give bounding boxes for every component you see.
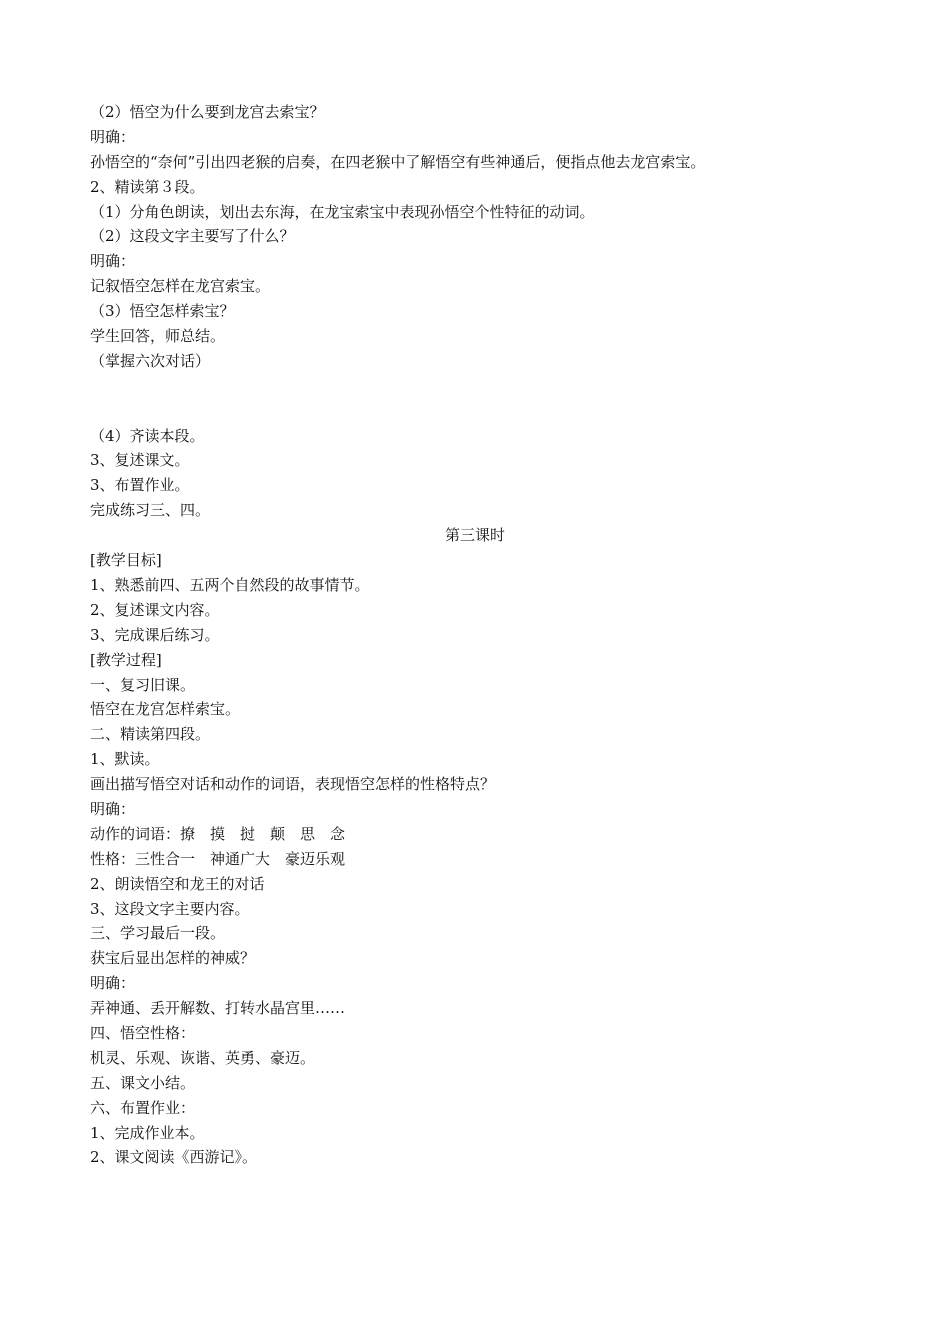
text-line: 四、悟空性格：	[90, 1023, 196, 1042]
text-line: 孙悟空的“奈何”引出四老猴的启奏，在四老猴中了解悟空有些神通后，便指点他去龙宫索宝。	[90, 152, 706, 171]
text-line: 2、课文阅读《西游记》。	[90, 1148, 258, 1167]
text-line: 一、复习旧课。	[90, 675, 196, 694]
blank-space	[90, 374, 860, 424]
text-line: （2）这段文字主要写了什么？	[90, 227, 295, 246]
text-line: 1、完成作业本。	[90, 1123, 205, 1142]
text-line: 获宝后显出怎样的神威？	[90, 949, 256, 968]
text-line: [教学目标]	[90, 551, 162, 570]
text-line: 二、精读第四段。	[90, 725, 211, 744]
text-line: （掌握六次对话）	[90, 351, 211, 370]
text-line: 2、复述课文内容。	[90, 600, 220, 619]
text-line: 弄神通、丢开解数、打转水晶宫里……	[90, 999, 346, 1018]
text-line: 3、布置作业。	[90, 476, 190, 495]
text-line: 机灵、乐观、诙谐、英勇、豪迈。	[90, 1048, 316, 1067]
text-line: 五、课文小结。	[90, 1073, 196, 1092]
text-line: 3、复述课文。	[90, 451, 190, 470]
text-line: 记叙悟空怎样在龙宫索宝。	[90, 277, 271, 296]
text-line: 2、朗读悟空和龙王的对话	[90, 874, 265, 893]
text-line: （1）分角色朗读，划出去东海，在龙宝索宝中表现孙悟空个性特征的动词。	[90, 202, 595, 221]
text-line: （3）悟空怎样索宝？	[90, 302, 235, 321]
text-line: 1、默读。	[90, 750, 160, 769]
text-line: 性格：三性合一 神通广大 豪迈乐观	[90, 849, 346, 868]
text-line: 3、这段文字主要内容。	[90, 899, 250, 918]
text-line: 2、精读第３段。	[90, 177, 205, 196]
text-line: 悟空在龙宫怎样索宝。	[90, 700, 241, 719]
text-line: 明确：	[90, 127, 136, 146]
text-line: 完成练习三、四。	[90, 501, 211, 520]
text-line: [教学过程]	[90, 650, 162, 669]
text-line: （4）齐读本段。	[90, 426, 205, 445]
text-line: 1、熟悉前四、五两个自然段的故事情节。	[90, 575, 370, 594]
text-line: 3、完成课后练习。	[90, 625, 220, 644]
text-line: 学生回答，师总结。	[90, 327, 226, 346]
text-line: 六、布置作业：	[90, 1098, 196, 1117]
section-title: 第三课时	[444, 526, 505, 545]
text-line: 明确：	[90, 252, 136, 271]
text-line: （2）悟空为什么要到龙宫去索宝？	[90, 103, 325, 121]
text-line: 明确：	[90, 799, 136, 818]
text-line: 三、学习最后一段。	[90, 924, 226, 943]
text-line: 动作的词语：撩 摸 挝 颠 思 念	[90, 824, 346, 843]
document-body	[90, 100, 860, 1170]
text-line: 画出描写悟空对话和动作的词语，表现悟空怎样的性格特点？	[90, 775, 496, 794]
text-line: 明确：	[90, 974, 136, 993]
